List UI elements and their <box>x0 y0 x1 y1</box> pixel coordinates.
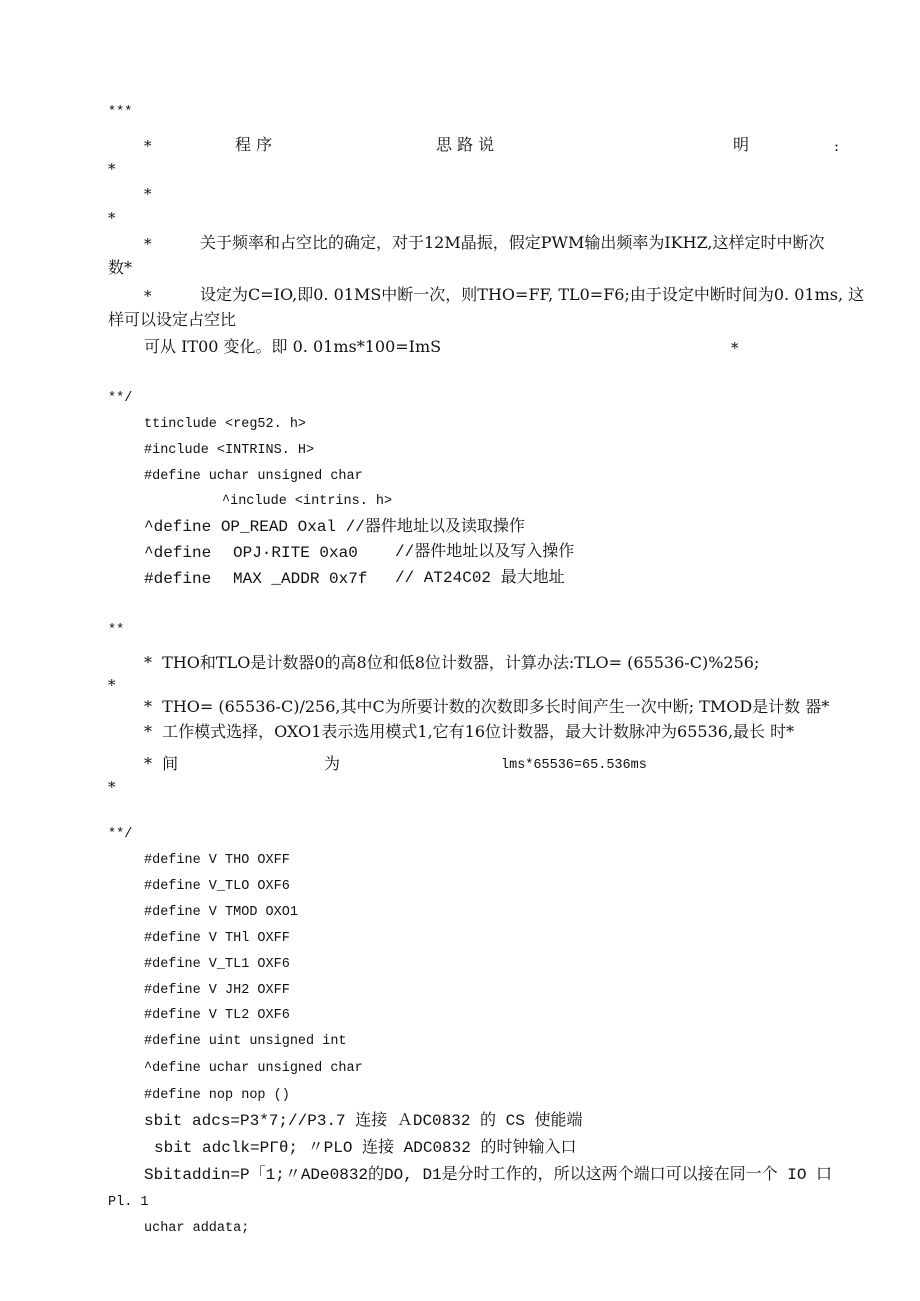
comment-stars-top: *** <box>108 105 133 120</box>
comment-text-line: * 工作模式选择，OXO1表示选用模式1,它有16位计数器，最大计数脉冲为65536,最长 时* <box>144 722 795 741</box>
comment-star: * <box>108 209 116 227</box>
comment-star: * <box>144 287 152 305</box>
title-part-1: 程 序 <box>235 135 273 154</box>
comment-text-line: 可从 IT00 变化。即 0. 01ms*100=ImS <box>144 337 442 356</box>
comment-text-line: lms*65536=65.536ms <box>501 758 647 773</box>
code-identifier: MAX _ADDR 0x7f <box>233 570 368 588</box>
comment-star: * <box>144 235 152 253</box>
code-line: ttinclude <reg52. h> <box>144 417 307 432</box>
code-line: ^define OP_READ Oxal //器件地址以及读取操作 <box>144 518 525 536</box>
code-line: #define uint unsigned int <box>144 1034 347 1049</box>
code-line: #define V JH2 OXFF <box>144 983 290 998</box>
code-identifier: OPJ·RITE 0xa0 <box>233 544 358 562</box>
comment-text-line: * 间 <box>144 754 179 773</box>
code-line: #define V TL2 OXF6 <box>144 1008 290 1023</box>
code-line: Sbitaddin=P「1;〃ADe0832的DO, D1是分时工作的，所以这两个端口可以接在同一个 IO 口 <box>144 1166 833 1184</box>
comment-star: * <box>108 160 116 178</box>
comment-text-line: 样可以设定占空比 <box>108 310 237 329</box>
comment-text-line: 数* <box>108 258 133 277</box>
code-line: #define V THl OXFF <box>144 931 290 946</box>
code-line: #define V_TL1 OXF6 <box>144 957 290 972</box>
code-line: #define V TMOD OXO1 <box>144 905 298 920</box>
comment-text-line: * THO= (65536-C)/256,其中C为所要计数的次数即多长时间产生一次中断; TMOD是计数 器* <box>144 697 830 716</box>
comment-star: * <box>108 778 116 796</box>
code-line: #include <INTRINS. H> <box>144 443 315 458</box>
code-line: #define V THO OXFF <box>144 853 290 868</box>
code-keyword: ^define <box>144 544 212 562</box>
comment-text-line: * THO和TLO是计数器0的高8位和低8位计数器，计算办法:TLO= (65536-C)%256; <box>144 653 760 672</box>
code-line: sbit adclk=PΓθ; 〃PLO 连接 ADC0832 的时钟输入口 <box>154 1139 577 1157</box>
code-line: ^include <intrins. h> <box>222 494 393 509</box>
comment-star: * <box>731 339 739 357</box>
code-keyword: #define <box>144 570 212 588</box>
code-comment: // AT24C02 最大地址 <box>395 569 565 587</box>
title-part-2: 思 路 说 <box>436 135 495 154</box>
title-colon: : <box>834 137 840 155</box>
code-line: #define nop nop () <box>144 1088 290 1103</box>
code-line: sbit adcs=P3*7;//P3.7 连接 ＡDC0832 的 CS 使能端 <box>144 1112 583 1130</box>
code-line: uchar addata; <box>144 1221 250 1236</box>
comment-star: * <box>144 185 152 203</box>
code-line: #define V_TLO OXF6 <box>144 879 290 894</box>
code-line: ^define uchar unsigned char <box>144 1061 363 1076</box>
code-line: Pl. 1 <box>108 1195 149 1210</box>
code-comment: //器件地址以及写入操作 <box>395 543 575 561</box>
comment-start: ** <box>108 623 125 638</box>
comment-text-line: 关于频率和占空比的确定，对于12M晶振，假定PWM输出频率为IKHZ,这样定时中断次 <box>200 233 825 252</box>
title-part-3: 明 <box>733 135 750 154</box>
comment-end: **/ <box>108 827 133 842</box>
code-line: #define uchar unsigned char <box>144 469 363 484</box>
comment-text-line: 设定为C=IO,即0. 01MS中断一次，则THO=FF, TL0=F6;由于设定中断时间为0. 01ms, 这 <box>200 285 865 304</box>
comment-star: * <box>108 676 116 694</box>
comment-end: **/ <box>108 391 133 406</box>
comment-text-line: 为 <box>324 754 341 773</box>
title-star: * <box>144 137 152 155</box>
